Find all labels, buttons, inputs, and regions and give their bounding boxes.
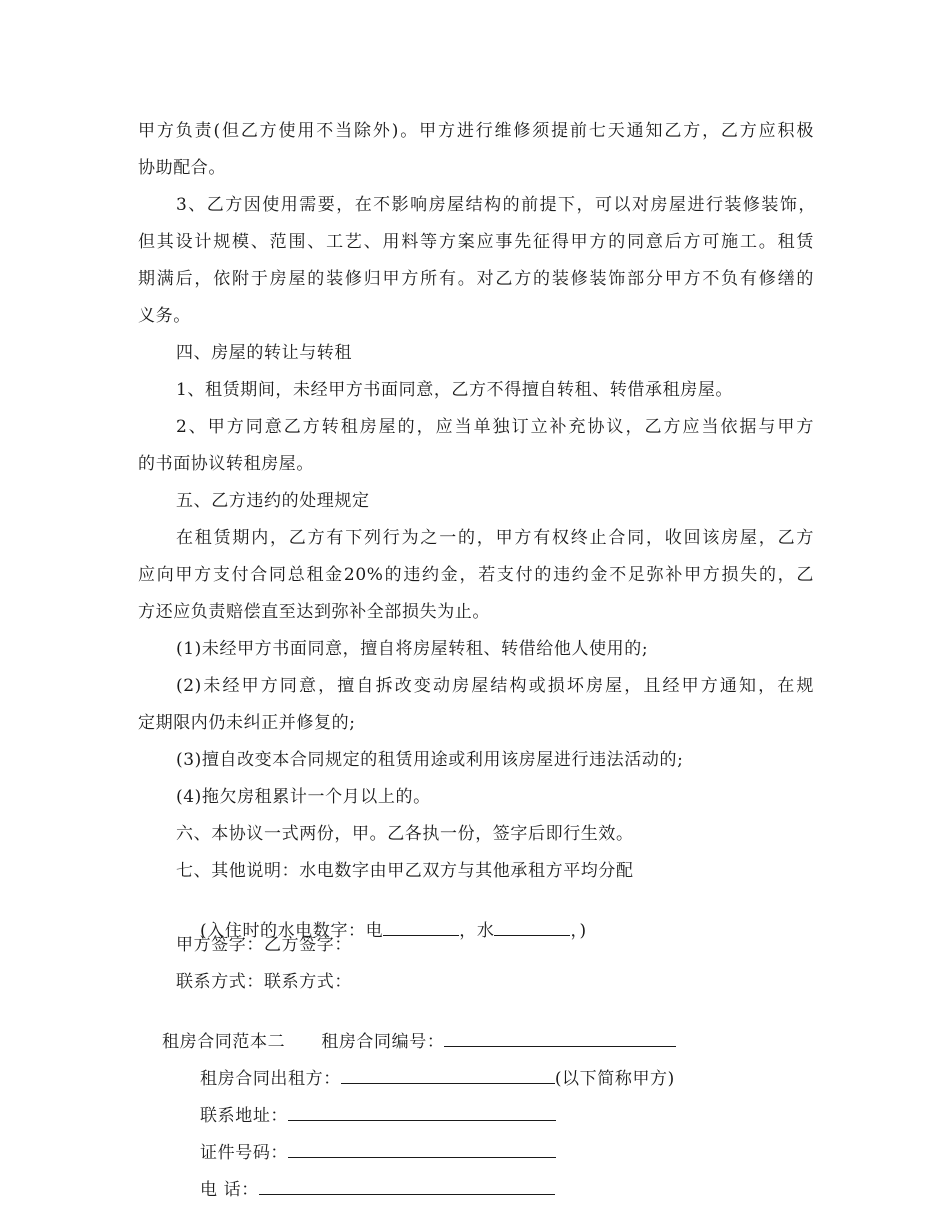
signature-line: 甲方签字：乙方签字： xyxy=(176,935,352,955)
paragraph-line: 方还应负责赔偿直至达到弥补全部损失为止。 xyxy=(138,602,490,622)
contract-number-label: 租房合同编号： xyxy=(321,1032,445,1052)
paragraph-line: 1、租赁期间，未经甲方书面同意，乙方不得擅自转租、转借承租房屋。 xyxy=(176,380,734,400)
meter-prefix: (入住时的水电数字：电 xyxy=(200,921,384,941)
phone-blank xyxy=(259,1178,555,1195)
electricity-blank xyxy=(383,919,459,936)
list-item: (3)擅自改变本合同规定的租赁用途或利用该房屋进行违法活动的; xyxy=(176,750,684,770)
paragraph-line: 在租赁期内，乙方有下列行为之一的，甲方有权终止合同，收回该房屋，乙方 xyxy=(176,528,814,548)
list-item: (4)拖欠房租累计一个月以上的。 xyxy=(176,787,431,807)
paragraph-line: 义务。 xyxy=(138,306,191,326)
lessor-suffix: (以下简称甲方) xyxy=(554,1069,675,1089)
lessor-label: 租房合同出租方： xyxy=(200,1069,341,1089)
section-heading: 四、房屋的转让与转租 xyxy=(176,343,352,363)
paragraph-line: 的书面协议转租房屋。 xyxy=(138,454,314,474)
paragraph-line: 甲方负责(但乙方使用不当除外)。甲方进行维修须提前七天通知乙方，乙方应积极 xyxy=(138,121,814,141)
meter-mid: ，水 xyxy=(459,921,495,941)
phone-line xyxy=(176,1156,555,1223)
list-item: (2)未经甲方同意，擅自拆改变动房屋结构或损坏房屋，且经甲方通知，在规 xyxy=(176,676,814,696)
paragraph-line: 应向甲方支付合同总租金20%的违约金，若支付的违约金不足弥补甲方损失的，乙 xyxy=(138,565,814,585)
list-item-continuation: 定期限内仍未纠正并修复的; xyxy=(138,713,356,733)
paragraph-line: 2、甲方同意乙方转租房屋的，应当单独订立补充协议，乙方应当依据与甲方 xyxy=(176,417,814,437)
id-number-label: 证件号码： xyxy=(200,1143,289,1163)
paragraph-line: 期满后，依附于房屋的装修归甲方所有。对乙方的装修装饰部分甲方不负有修缮的 xyxy=(138,269,814,289)
meter-suffix: ，) xyxy=(570,921,587,941)
water-blank xyxy=(494,919,570,936)
phone-label: 电 话： xyxy=(200,1180,259,1200)
section-heading: 五、乙方违约的处理规定 xyxy=(176,491,370,511)
paragraph-line: 但其设计规模、范围、工艺、用料等方案应事先征得甲方的同意后方可施工。租赁 xyxy=(138,232,814,252)
contact-line: 联系方式：联系方式： xyxy=(176,972,352,992)
paragraph-line: 3、乙方因使用需要，在不影响房屋结构的前提下，可以对房屋进行装修装饰， xyxy=(176,195,816,215)
paragraph-line: 六、本协议一式两份，甲。乙各执一份，签字后即行生效。 xyxy=(176,824,634,844)
sample-two-title: 租房合同范本二 xyxy=(162,1032,286,1052)
paragraph-line: 协助配合。 xyxy=(138,158,226,178)
paragraph-line: 七、其他说明：水电数字由甲乙双方与其他承租方平均分配 xyxy=(176,861,634,881)
address-label: 联系地址： xyxy=(200,1106,289,1126)
list-item: (1)未经甲方书面同意，擅自将房屋转租、转借给他人使用的; xyxy=(176,639,649,659)
